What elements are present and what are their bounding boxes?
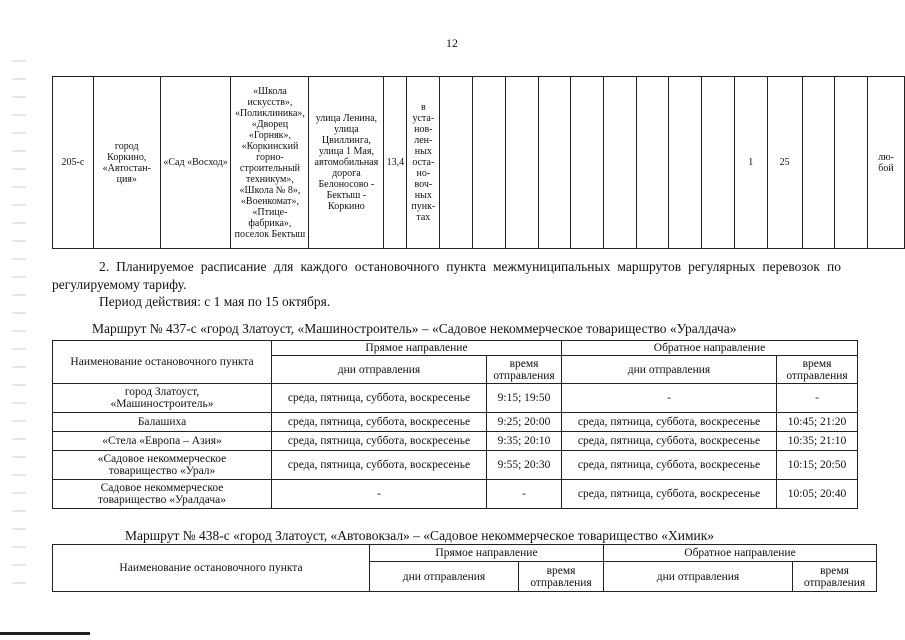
col-forward-days: дни отправления: [370, 562, 519, 592]
empty-cell: [538, 77, 571, 249]
empty-cell: [473, 77, 506, 249]
table-row: [53, 384, 858, 413]
forward-days: -: [272, 480, 487, 509]
col-backward-time: время отправления: [777, 356, 858, 384]
stop-name: «Стела «Европа – Азия»: [53, 432, 272, 451]
stop-name: «Садовое некоммерческое товарищество «Урал»: [53, 451, 272, 480]
table-header-row: [53, 341, 858, 356]
vehicle-count: 1: [734, 77, 767, 249]
table-row: [53, 480, 858, 509]
table-row: [53, 432, 858, 451]
forward-days: среда, пятница, суббота, воскресенье: [272, 432, 487, 451]
empty-cell: [669, 77, 702, 249]
backward-time: -: [777, 384, 858, 413]
backward-time: 10:45; 21:20: [777, 413, 858, 432]
backward-time: 10:35; 21:10: [777, 432, 858, 451]
forward-time: 9:55; 20:30: [487, 451, 562, 480]
col-backward-days: дни отправления: [604, 562, 793, 592]
empty-cell: [636, 77, 669, 249]
table-row: [53, 451, 858, 480]
empty-cell: [505, 77, 538, 249]
col-backward: Обратное направление: [562, 341, 858, 356]
table-row: [53, 77, 905, 249]
route-437-caption: Маршрут № 437-с «город Златоуст, «Машиностроитель» – «Садовое некоммерческое товарищество «Уралдача»: [92, 321, 737, 336]
end-point: «Сад «Восход»: [160, 77, 231, 249]
empty-cell: [802, 77, 835, 249]
forward-time: -: [487, 480, 562, 509]
boarding-mode: в уста- нов- лен- ных оста- но- воч- ных пунк- тах: [407, 77, 440, 249]
col-stop-name: Наименование остановочного пункта: [53, 341, 272, 384]
scan-edge-artifact: [12, 60, 26, 600]
forward-time: 9:25; 20:00: [487, 413, 562, 432]
route-438-table: [52, 544, 877, 592]
stop-name: Садовое некоммерческое товарищество «Уралдача»: [53, 480, 272, 509]
route-length: 13,4: [384, 77, 407, 249]
forward-time: 9:35; 20:10: [487, 432, 562, 451]
col-backward-days: дни отправления: [562, 356, 777, 384]
col-backward-time: время отправления: [793, 562, 877, 592]
route-437-table: [52, 340, 858, 509]
empty-cell: [835, 77, 868, 249]
route-205-table: [52, 76, 905, 249]
empty-cell: [603, 77, 636, 249]
backward-time: 10:05; 20:40: [777, 480, 858, 509]
stop-name: город Златоуст, «Машиностроитель»: [53, 384, 272, 413]
col-forward-days: дни отправления: [272, 356, 487, 384]
backward-days: среда, пятница, суббота, воскресенье: [562, 432, 777, 451]
table-header-row: [53, 545, 877, 562]
col-backward: Обратное направление: [604, 545, 877, 562]
table-row: [53, 413, 858, 432]
forward-days: среда, пятница, суббота, воскресенье: [272, 384, 487, 413]
paragraph-schedule: 2. Планируемое расписание для каждого остановочного пункта межмуниципальных маршрутов регулярных перевозок по регулируемому тарифу.: [52, 259, 841, 292]
vehicle-capacity: 25: [767, 77, 802, 249]
col-forward-time: время отправления: [487, 356, 562, 384]
col-stop-name: Наименование остановочного пункта: [53, 545, 370, 592]
empty-cell: [702, 77, 735, 249]
col-forward: Прямое направление: [272, 341, 562, 356]
backward-days: среда, пятница, суббота, воскресенье: [562, 480, 777, 509]
route-438-caption: Маршрут № 438-с «город Златоуст, «Автовокзал» – «Садовое некоммерческое товарищество «Химик»: [125, 528, 715, 543]
col-forward-time: время отправления: [519, 562, 604, 592]
intermediate-stops: «Школа искусств», «Поликлиника», «Дворец «Горняк», «Коркинский горно- строительный техникум», «Школа № 8», «Военкомат», «Птице- фабрика», поселок Бектыш: [231, 77, 309, 249]
forward-days: среда, пятница, суббота, воскресенье: [272, 413, 487, 432]
backward-days: среда, пятница, суббота, воскресенье: [562, 451, 777, 480]
vehicle-class: лю- бой: [867, 77, 904, 249]
backward-days: среда, пятница, суббота, воскресенье: [562, 413, 777, 432]
page-number: 12: [446, 36, 458, 50]
forward-days: среда, пятница, суббота, воскресенье: [272, 451, 487, 480]
stop-name: Балашиха: [53, 413, 272, 432]
route-number: 205-с: [53, 77, 94, 249]
start-point: город Коркино, «Автостан- ция»: [93, 77, 160, 249]
empty-cell: [571, 77, 604, 249]
backward-time: 10:15; 20:50: [777, 451, 858, 480]
empty-cell: [440, 77, 473, 249]
paragraph-period: Период действия: с 1 мая по 15 октября.: [99, 294, 331, 309]
streets: улица Ленина, улица Цвиллинга, улица 1 Мая, автомобильная дорога Белоносово - Бектыш - Коркино: [309, 77, 384, 249]
backward-days: -: [562, 384, 777, 413]
scan-edge-bar: [0, 632, 90, 635]
col-forward: Прямое направление: [370, 545, 604, 562]
forward-time: 9:15; 19:50: [487, 384, 562, 413]
